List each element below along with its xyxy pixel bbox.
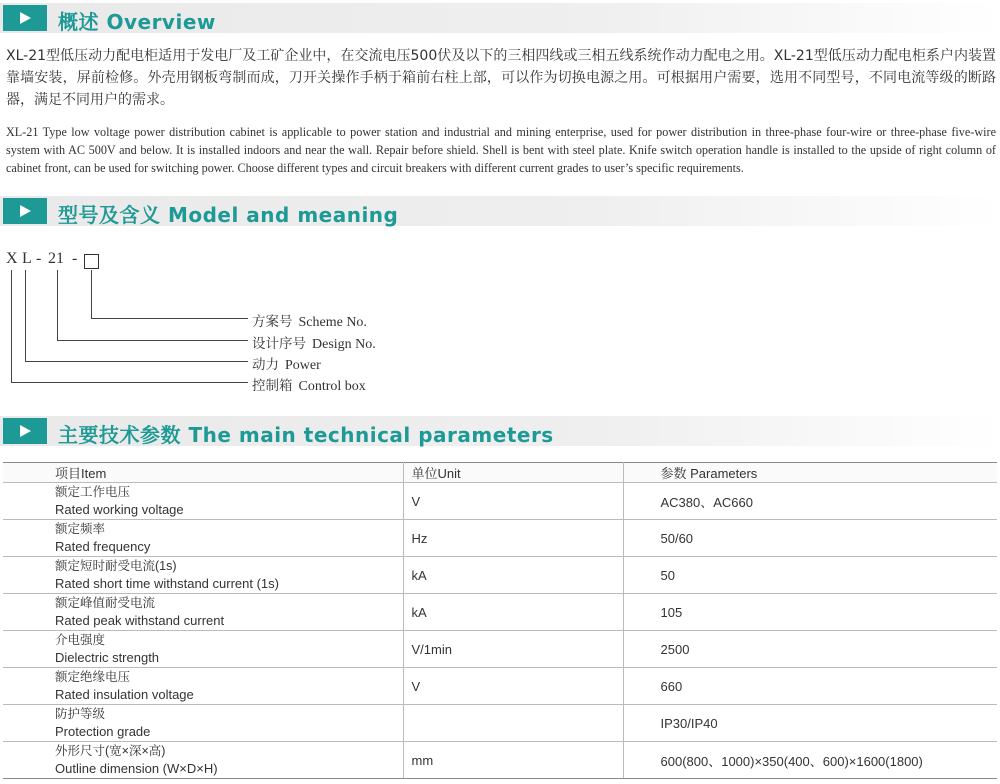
value-cell: 600(800、1000)×350(400、600)×1600(1800) [623, 742, 997, 779]
item-cn: 防护等级 [55, 707, 106, 721]
table-header-row [3, 463, 997, 483]
table-row [3, 742, 997, 779]
connector-line [91, 318, 248, 319]
item-cn: 外形尺寸(宽×深×高) [55, 744, 166, 758]
table-row [3, 668, 997, 705]
unit-cell: V/1min [403, 631, 623, 668]
unit-cell: kA [403, 594, 623, 631]
unit-cell [403, 705, 623, 742]
value-cell: 50 [623, 557, 997, 594]
item-en: Rated short time withstand current (1s) [55, 576, 279, 591]
overview-en-text: XL-21 Type low voltage power distribution cabinet is applicable to power station and industrial and mining enterprise, used for power distribution in three-phase four-wire or three-phase five-wire system with AC 500V and below. It is installed indoors and near the wall. Repair before shield. Shell is bent with steel plate. Knife switch operation handle is installed to the upside of right column of cabinet front, can be used for switching power. Choose different types and circuit breakers with different current grades to user’s specific requirements. [6, 125, 996, 175]
table-row [3, 631, 997, 668]
item-en: Rated peak withstand current [55, 613, 225, 628]
play-icon [3, 418, 47, 444]
item-cn: 额定短时耐受电流(1s) [55, 559, 177, 573]
value-cell: IP30/IP40 [623, 705, 997, 742]
header-unit: 单位Unit [403, 463, 623, 483]
model-section-header [0, 196, 1000, 226]
parameters-table [3, 462, 997, 779]
legend-power: 动力 Power [252, 357, 321, 373]
model-code-21: 21 [48, 250, 64, 267]
table-row [3, 557, 997, 594]
value-cell: 105 [623, 594, 997, 631]
item-en: Protection grade [55, 724, 151, 739]
connector-line [57, 340, 248, 341]
connector-line [25, 270, 26, 361]
connector-line [11, 270, 12, 382]
item-en: Outline dimension (W×D×H) [55, 761, 218, 776]
connector-line [57, 270, 58, 340]
header-value: 参数 Parameters [623, 463, 997, 483]
item-cn: 介电强度 [55, 633, 106, 647]
legend-control-box: 控制箱 Control box [252, 378, 366, 394]
table-row [3, 705, 997, 742]
unit-cell: V [403, 668, 623, 705]
overview-title: 概述 Overview [58, 10, 216, 34]
unit-cell: V [403, 483, 623, 520]
item-cn: 额定绝缘电压 [55, 670, 131, 684]
value-cell: 2500 [623, 631, 997, 668]
model-code-x: X [6, 250, 18, 267]
value-cell: AC380、AC660 [623, 483, 997, 520]
scheme-box [84, 254, 99, 269]
item-en: Rated working voltage [55, 502, 184, 517]
item-cn: 额定峰值耐受电流 [55, 596, 156, 610]
connector-line [11, 382, 248, 383]
value-cell: 660 [623, 668, 997, 705]
item-en: Rated insulation voltage [55, 687, 194, 702]
play-icon [3, 198, 47, 224]
legend-scheme: 方案号 Scheme No. [252, 314, 367, 330]
model-title: 型号及含义 Model and meaning [58, 203, 399, 227]
item-cn: 额定工作电压 [55, 485, 131, 499]
overview-cn-text: XL-21型低压动力配电柜适用于发电厂及工矿企业中，在交流电压500伏及以下的三相四线或三相五线系统作动力配电之用。XL-21型低压动力配电柜系户内装置靠墙安装，屏前检修。外壳用钢板弯制而成，刀开关操作手柄于箱前右柱上部，可以作为切换电源之用。可根据用户需要，选用不同型号，不同电流等级的断路器，满足不同用户的需求。 [6, 48, 996, 108]
unit-cell: Hz [403, 520, 623, 557]
connector-line [25, 361, 248, 362]
params-section-header [0, 416, 1000, 446]
table-row [3, 594, 997, 631]
item-en: Rated frequency [55, 539, 151, 554]
connector-line [91, 270, 92, 318]
params-title: 主要技术参数 The main technical parameters [58, 423, 554, 447]
model-code-dash: - [36, 250, 42, 267]
header-item: 项目Item [3, 463, 403, 483]
item-en: Dielectric strength [55, 650, 160, 665]
unit-cell: mm [403, 742, 623, 779]
item-cn: 额定频率 [55, 522, 106, 536]
legend-design: 设计序号 Design No. [252, 336, 376, 352]
unit-cell: kA [403, 557, 623, 594]
value-cell: 50/60 [623, 520, 997, 557]
table-row [3, 483, 997, 520]
play-icon [3, 5, 47, 31]
model-code-l: L [22, 250, 32, 267]
overview-section-header [0, 3, 1000, 33]
table-row [3, 520, 997, 557]
model-code-dash: - [72, 250, 78, 267]
